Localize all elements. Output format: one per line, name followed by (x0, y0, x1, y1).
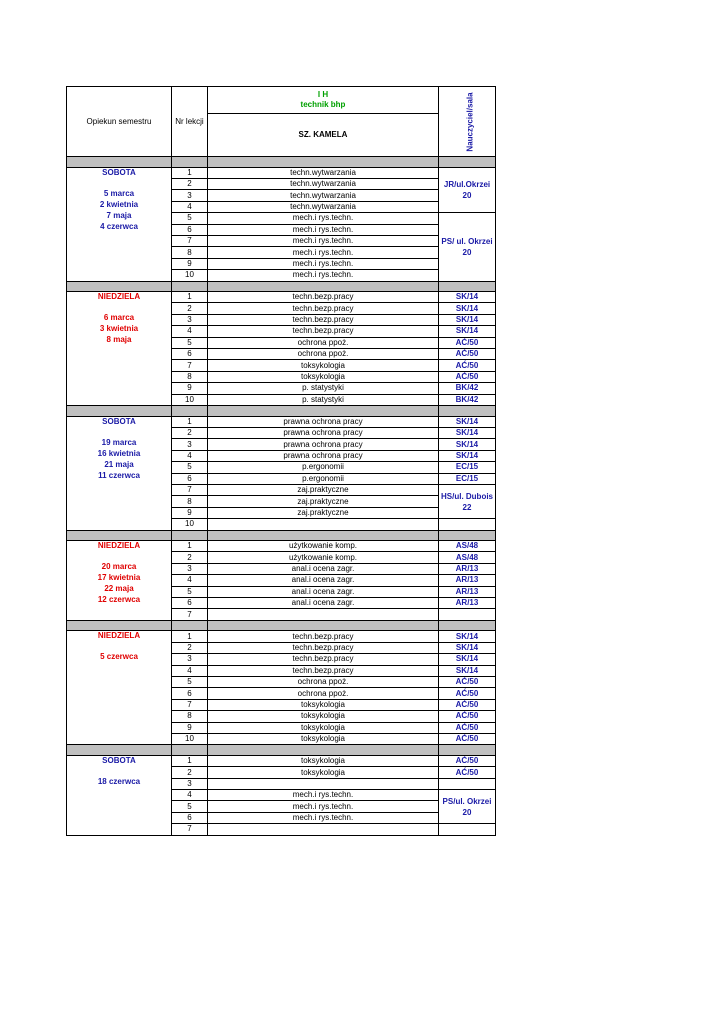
nr-lekcji-header: Nr lekcji (172, 87, 208, 157)
lesson-subject: techn.bezp.pracy (208, 326, 439, 337)
lesson-subject: techn.bezp.pracy (208, 314, 439, 325)
separator-cell (208, 157, 439, 168)
room-cell: AĆ/50 (439, 360, 496, 371)
room-cell: SK/14 (439, 303, 496, 314)
lesson-subject: ochrona ppoż. (208, 688, 439, 699)
room-cell: JR/ul.Okrzei 20 (439, 167, 496, 213)
lesson-number: 8 (172, 496, 208, 507)
lesson-number: 3 (172, 654, 208, 665)
date-item: 18 czerwca (97, 776, 141, 786)
separator-cell (172, 406, 208, 417)
date-item: 6 marca (103, 313, 135, 323)
lesson-subject: anal.i ocena zagr. (208, 563, 439, 574)
block-day-cell (67, 631, 172, 745)
lesson-number: 8 (172, 247, 208, 258)
block-separator (67, 745, 496, 756)
lesson-subject: zaj.praktyczne (208, 496, 439, 507)
room-cell: AR/13 (439, 586, 496, 597)
room-cell: BK/42 (439, 394, 496, 405)
room-cell: AĆ/50 (439, 767, 496, 778)
lesson-number: 6 (172, 473, 208, 484)
lesson-number: 1 (172, 631, 208, 642)
room-cell: SK/14 (439, 450, 496, 461)
lesson-subject: techn.wytwarzania (208, 178, 439, 189)
room-cell: SK/14 (439, 427, 496, 438)
lesson-number: 4 (172, 665, 208, 676)
date-list (100, 651, 138, 662)
lesson-subject: prawna ochrona pracy (208, 439, 439, 450)
lesson-number: 1 (172, 541, 208, 552)
separator-cell (439, 157, 496, 168)
day-label: SOBOTA (102, 755, 136, 765)
lesson-number: 3 (172, 190, 208, 201)
room-cell: AĆ/50 (439, 349, 496, 360)
room-cell (439, 519, 496, 530)
lesson-subject: użytkowanie komp. (208, 552, 439, 563)
date-item: 12 czerwca (97, 595, 141, 605)
lesson-subject: toksykologia (208, 733, 439, 744)
room-cell: SK/14 (439, 665, 496, 676)
teacher-room-header (439, 87, 496, 157)
block-day-cell (67, 541, 172, 621)
opiekun-header: Opiekun semestru (67, 87, 172, 157)
separator-cell (439, 745, 496, 756)
lesson-subject: prawna ochrona pracy (208, 450, 439, 461)
separator-cell (67, 745, 172, 756)
date-item: 4 czerwca (100, 221, 138, 231)
lesson-subject: mech.i rys.techn. (208, 790, 439, 801)
lesson-subject: zaj.praktyczne (208, 484, 439, 495)
block-separator (67, 157, 496, 168)
lesson-number: 10 (172, 519, 208, 530)
lesson-number: 1 (172, 292, 208, 303)
room-cell: SK/14 (439, 326, 496, 337)
lesson-number: 10 (172, 733, 208, 744)
lesson-row (67, 167, 496, 178)
room-cell: AR/13 (439, 563, 496, 574)
lesson-subject: anal.i ocena zagr. (208, 586, 439, 597)
lesson-subject: anal.i ocena zagr. (208, 598, 439, 609)
day-label: SOBOTA (102, 416, 136, 426)
date-list (98, 437, 141, 481)
lesson-subject: mech.i rys.techn. (208, 270, 439, 281)
class-header (208, 87, 439, 114)
date-item: 8 maja (106, 335, 132, 345)
lesson-row (67, 416, 496, 427)
lesson-subject: toksykologia (208, 360, 439, 371)
separator-cell (172, 620, 208, 631)
room-cell: HS/ul. Dubois 22 (439, 484, 496, 518)
lesson-number: 5 (172, 586, 208, 597)
room-cell: AĆ/50 (439, 733, 496, 744)
lesson-number: 1 (172, 755, 208, 766)
lesson-number: 7 (172, 484, 208, 495)
room-cell: SK/14 (439, 439, 496, 450)
lesson-number: 9 (172, 722, 208, 733)
separator-cell (67, 406, 172, 417)
room-cell: SK/14 (439, 416, 496, 427)
date-item: 2 kwietnia (99, 199, 139, 209)
room-cell: AĆ/50 (439, 371, 496, 382)
lesson-subject: p. statystyki (208, 383, 439, 394)
separator-cell (67, 530, 172, 541)
room-cell: SK/14 (439, 642, 496, 653)
room-cell: PS/ ul. Okrzei 20 (439, 213, 496, 281)
schedule-table (66, 86, 496, 836)
lesson-subject: mech.i rys.techn. (208, 235, 439, 246)
date-list (100, 188, 138, 232)
lesson-subject: prawna ochrona pracy (208, 416, 439, 427)
lesson-number: 2 (172, 767, 208, 778)
lesson-subject: techn.wytwarzania (208, 190, 439, 201)
room-cell: SK/14 (439, 314, 496, 325)
lesson-number: 6 (172, 349, 208, 360)
lesson-subject: ochrona ppoż. (208, 349, 439, 360)
lesson-number: 2 (172, 178, 208, 189)
separator-cell (208, 406, 439, 417)
lesson-subject: toksykologia (208, 699, 439, 710)
room-cell: AĆ/50 (439, 699, 496, 710)
separator-cell (172, 530, 208, 541)
room-cell: AS/48 (439, 541, 496, 552)
lesson-subject: toksykologia (208, 767, 439, 778)
lesson-subject: techn.bezp.pracy (208, 665, 439, 676)
separator-cell (67, 620, 172, 631)
lesson-subject: mech.i rys.techn. (208, 247, 439, 258)
lesson-number: 6 (172, 688, 208, 699)
room-cell (439, 824, 496, 835)
lesson-number: 6 (172, 224, 208, 235)
lesson-number: 2 (172, 552, 208, 563)
room-cell: EC/15 (439, 473, 496, 484)
lesson-number: 7 (172, 609, 208, 620)
room-cell: SK/14 (439, 631, 496, 642)
lesson-number: 4 (172, 575, 208, 586)
room-cell: BK/42 (439, 383, 496, 394)
lesson-number: 4 (172, 326, 208, 337)
separator-cell (208, 745, 439, 756)
lesson-subject: prawna ochrona pracy (208, 427, 439, 438)
separator-cell (67, 157, 172, 168)
room-cell: AĆ/50 (439, 755, 496, 766)
lesson-number: 7 (172, 824, 208, 835)
lesson-row (67, 541, 496, 552)
date-list (100, 312, 138, 345)
block-separator (67, 406, 496, 417)
block-day-cell (67, 416, 172, 530)
room-cell (439, 778, 496, 789)
lesson-subject (208, 519, 439, 530)
date-item: 5 marca (103, 188, 135, 198)
lesson-number: 5 (172, 213, 208, 224)
separator-cell (172, 281, 208, 292)
block-day-cell (67, 167, 172, 281)
class-name: technik bhp (300, 100, 346, 109)
lesson-number: 5 (172, 801, 208, 812)
lesson-number: 6 (172, 812, 208, 823)
lesson-number: 4 (172, 450, 208, 461)
lesson-number: 5 (172, 676, 208, 687)
separator-cell (439, 406, 496, 417)
lesson-subject: techn.wytwarzania (208, 167, 439, 178)
lesson-number: 3 (172, 314, 208, 325)
block-day-cell (67, 755, 172, 835)
room-cell: AR/13 (439, 575, 496, 586)
separator-cell (208, 530, 439, 541)
room-cell: AĆ/50 (439, 711, 496, 722)
lesson-number: 1 (172, 416, 208, 427)
date-item: 17 kwietnia (97, 573, 141, 583)
block-separator (67, 281, 496, 292)
lesson-subject: toksykologia (208, 722, 439, 733)
lesson-row (67, 755, 496, 766)
lesson-subject: techn.bezp.pracy (208, 303, 439, 314)
room-cell: AĆ/50 (439, 676, 496, 687)
lesson-subject: anal.i ocena zagr. (208, 575, 439, 586)
room-cell: PS/ul. Okrzei 20 (439, 790, 496, 824)
day-label: NIEDZIELA (97, 541, 141, 551)
lesson-number: 3 (172, 778, 208, 789)
room-cell: AR/13 (439, 598, 496, 609)
lesson-number: 5 (172, 337, 208, 348)
block-separator (67, 620, 496, 631)
lesson-subject: mech.i rys.techn. (208, 801, 439, 812)
separator-cell (208, 281, 439, 292)
lesson-number: 7 (172, 699, 208, 710)
room-cell: EC/15 (439, 462, 496, 473)
room-cell: AS/48 (439, 552, 496, 563)
date-list (98, 561, 141, 605)
lesson-subject: toksykologia (208, 711, 439, 722)
lesson-subject: techn.bezp.pracy (208, 292, 439, 303)
lesson-subject: p.ergonomii (208, 462, 439, 473)
school-name: SZ. KAMELA (208, 114, 439, 157)
room-cell: AĆ/50 (439, 688, 496, 699)
lesson-subject: użytkowanie komp. (208, 541, 439, 552)
lesson-subject: mech.i rys.techn. (208, 812, 439, 823)
separator-cell (439, 281, 496, 292)
lesson-subject: techn.bezp.pracy (208, 642, 439, 653)
separator-cell (439, 530, 496, 541)
room-cell (439, 609, 496, 620)
lesson-number: 9 (172, 258, 208, 269)
room-cell: SK/14 (439, 292, 496, 303)
separator-cell (172, 157, 208, 168)
lesson-number: 3 (172, 563, 208, 574)
date-item: 3 kwietnia (99, 324, 139, 334)
lesson-subject: toksykologia (208, 371, 439, 382)
lesson-subject (208, 824, 439, 835)
separator-cell (67, 281, 172, 292)
lesson-number: 2 (172, 303, 208, 314)
lesson-number: 9 (172, 383, 208, 394)
block-separator (67, 530, 496, 541)
class-code: I H (317, 90, 329, 99)
lesson-row (67, 631, 496, 642)
lesson-number: 10 (172, 394, 208, 405)
separator-cell (208, 620, 439, 631)
room-cell: SK/14 (439, 654, 496, 665)
lesson-subject: techn.bezp.pracy (208, 631, 439, 642)
lesson-number: 4 (172, 790, 208, 801)
date-list (98, 776, 140, 787)
lesson-row (67, 292, 496, 303)
teacher-room-label: Nauczyciel/sala (465, 91, 475, 152)
separator-cell (172, 745, 208, 756)
lesson-number: 1 (172, 167, 208, 178)
lesson-number: 5 (172, 462, 208, 473)
lesson-number: 2 (172, 427, 208, 438)
day-label: NIEDZIELA (97, 292, 141, 302)
lesson-number: 7 (172, 360, 208, 371)
date-item: 19 marca (101, 437, 137, 447)
lesson-subject: mech.i rys.techn. (208, 213, 439, 224)
lesson-number: 8 (172, 371, 208, 382)
room-cell: AĆ/50 (439, 337, 496, 348)
lesson-subject: mech.i rys.techn. (208, 224, 439, 235)
date-item: 16 kwietnia (97, 448, 141, 458)
separator-cell (439, 620, 496, 631)
date-item: 21 maja (104, 459, 134, 469)
date-item: 22 maja (104, 584, 134, 594)
lesson-subject: zaj.praktyczne (208, 507, 439, 518)
lesson-number: 8 (172, 711, 208, 722)
lesson-subject: techn.wytwarzania (208, 201, 439, 212)
lesson-number: 4 (172, 201, 208, 212)
day-label: SOBOTA (102, 167, 136, 177)
date-item: 20 marca (101, 562, 137, 572)
date-item: 7 maja (106, 210, 132, 220)
lesson-subject: ochrona ppoż. (208, 337, 439, 348)
lesson-subject: p.ergonomii (208, 473, 439, 484)
lesson-subject: mech.i rys.techn. (208, 258, 439, 269)
lesson-subject (208, 778, 439, 789)
block-day-cell (67, 292, 172, 406)
lesson-number: 2 (172, 642, 208, 653)
lesson-subject (208, 609, 439, 620)
lesson-subject: techn.bezp.pracy (208, 654, 439, 665)
room-cell: AĆ/50 (439, 722, 496, 733)
lesson-subject: p. statystyki (208, 394, 439, 405)
lesson-subject: toksykologia (208, 755, 439, 766)
lesson-subject: ochrona ppoż. (208, 676, 439, 687)
lesson-number: 9 (172, 507, 208, 518)
date-item: 5 czerwca (100, 652, 138, 662)
lesson-number: 10 (172, 270, 208, 281)
date-item: 11 czerwca (98, 470, 140, 480)
lesson-number: 6 (172, 598, 208, 609)
lesson-number: 7 (172, 235, 208, 246)
lesson-number: 3 (172, 439, 208, 450)
day-label: NIEDZIELA (97, 631, 141, 641)
